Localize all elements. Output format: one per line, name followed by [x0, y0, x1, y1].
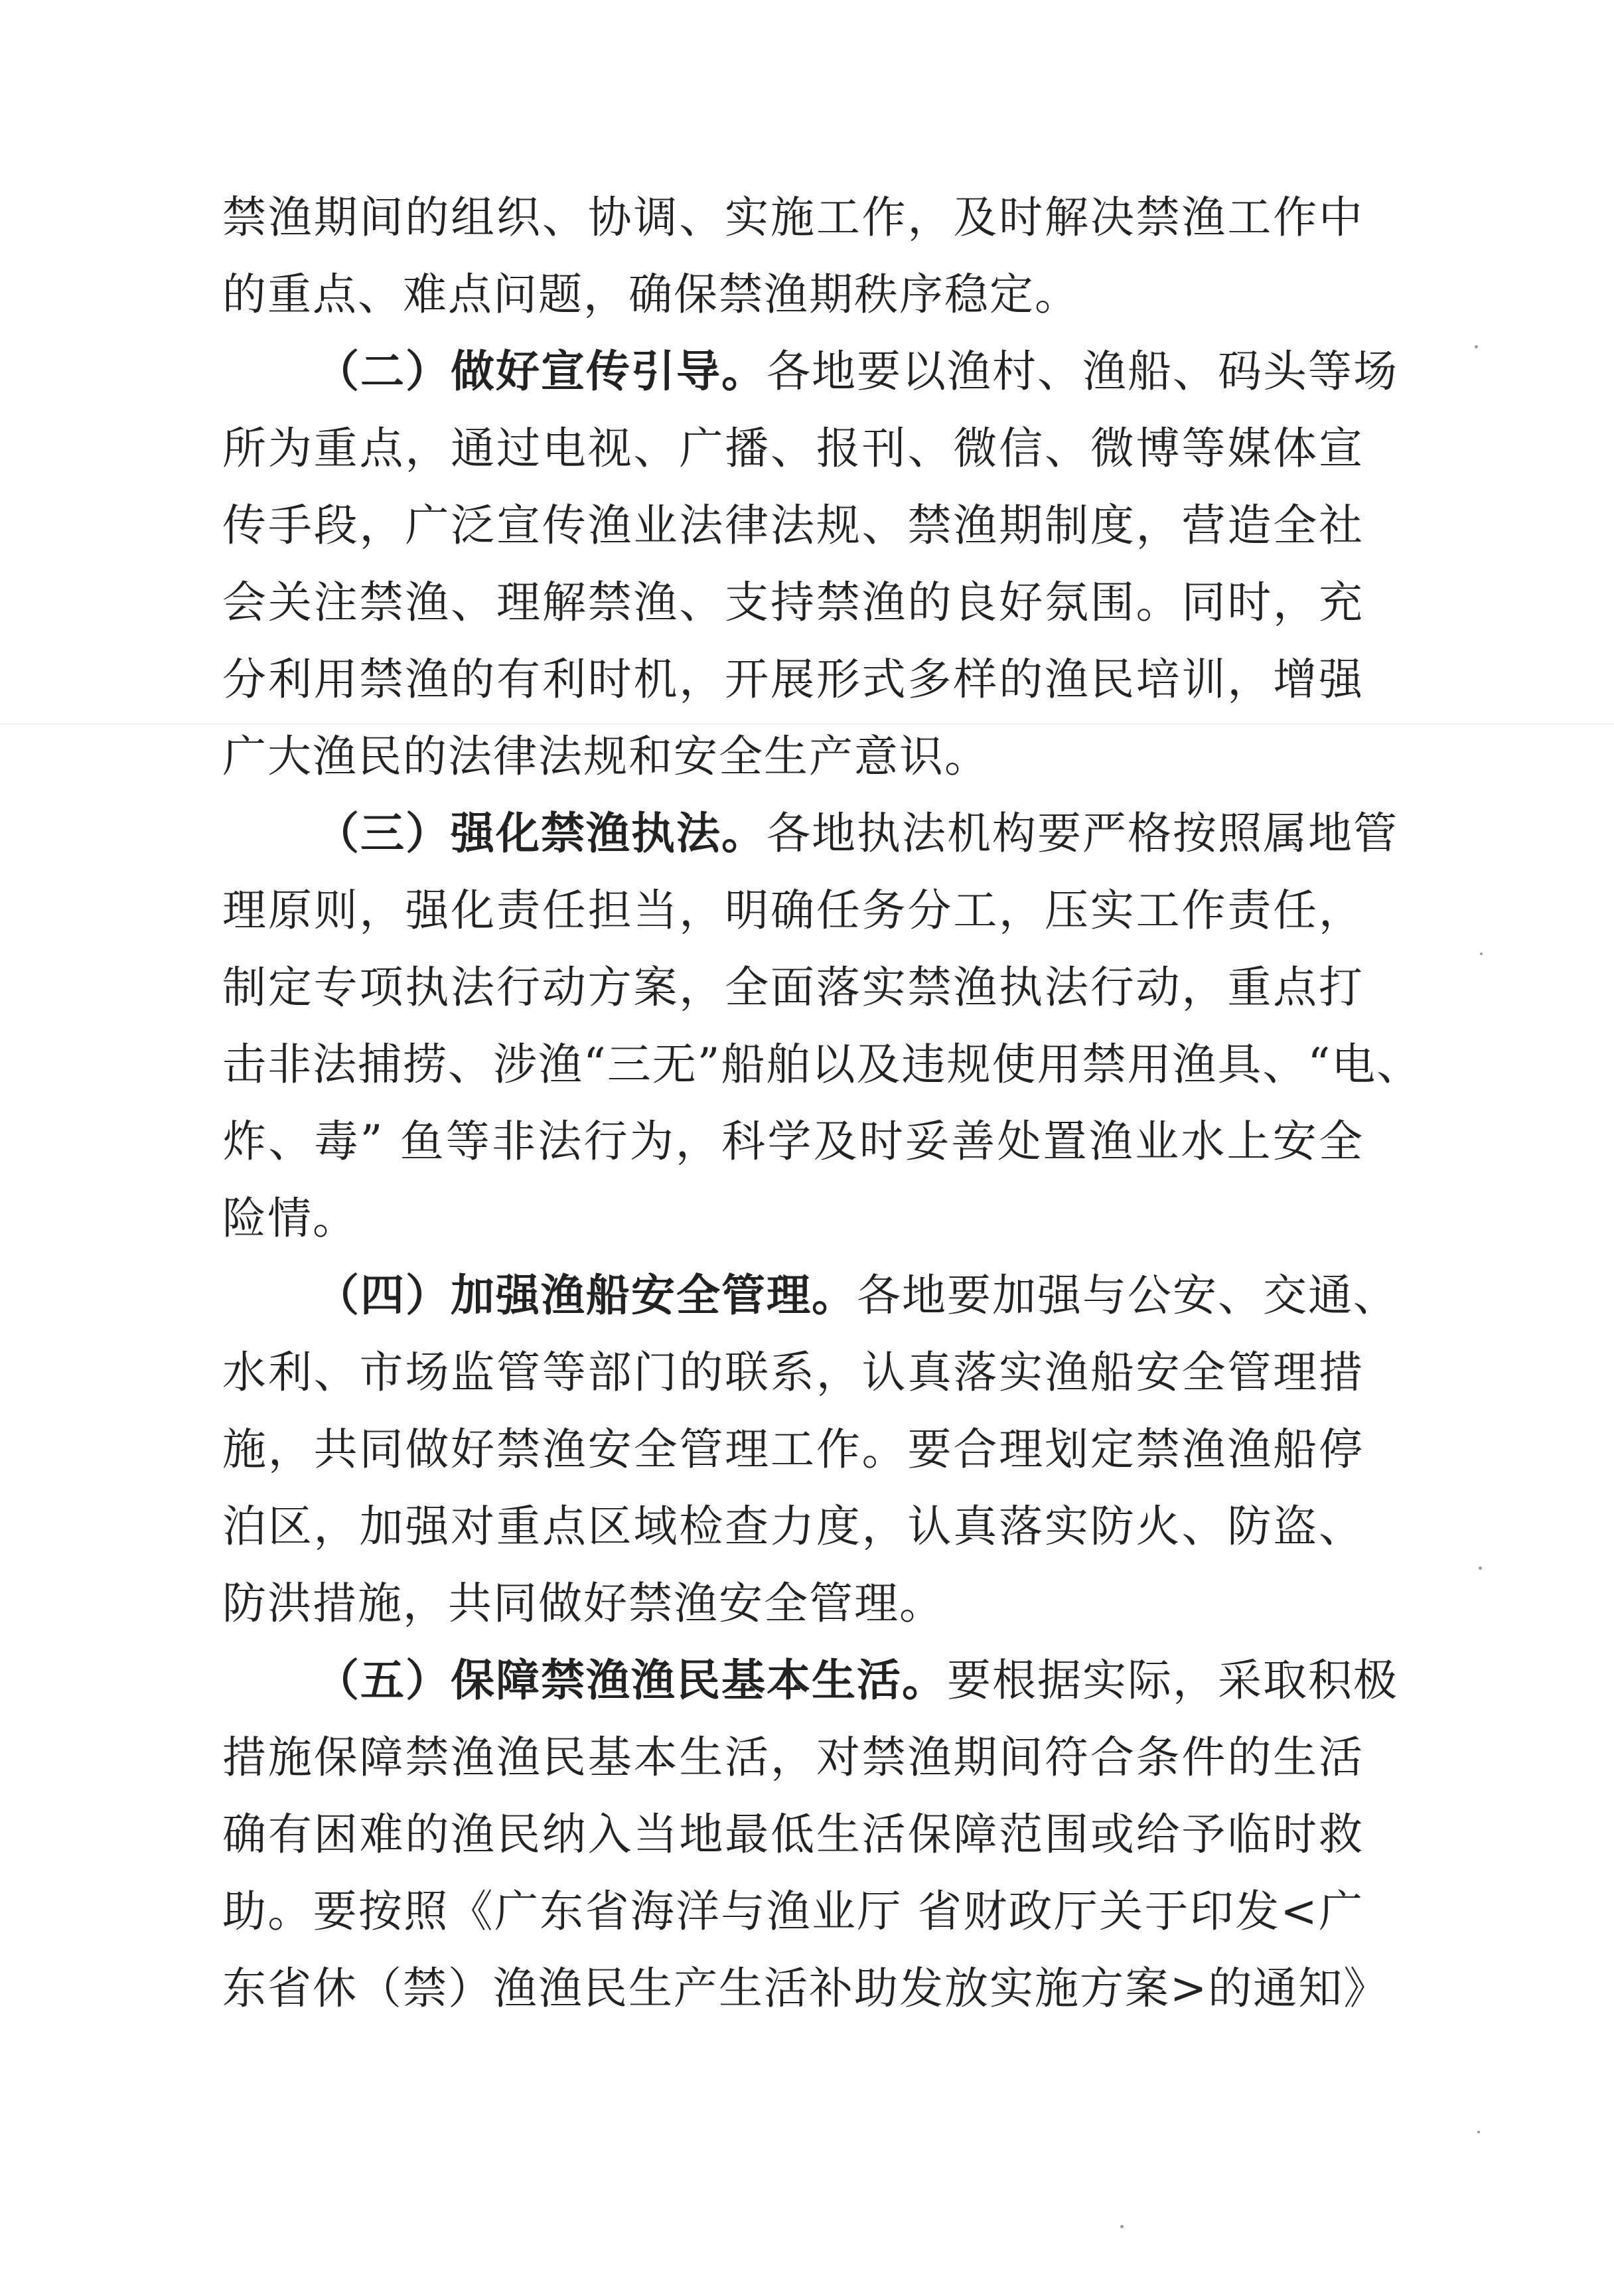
scan-speck [1120, 2225, 1124, 2228]
body-line [222, 1719, 1364, 1796]
line-text: 击非法捕捞、涉渔“三无”船舶以及违规使用禁用渔具、“电、 [222, 1039, 1422, 1090]
body-line [222, 1565, 1364, 1642]
line-text: 的重点、难点问题，确保禁渔期秩序稳定。 [222, 269, 1080, 320]
line-text: 施，共同做好禁渔安全管理工作。要合理划定禁渔渔船停 [222, 1424, 1364, 1475]
body-line [222, 1796, 1364, 1873]
line-text: 传手段，广泛宣传渔业法律法规、禁渔期制度，营造全社 [222, 500, 1364, 551]
body-line [222, 410, 1364, 487]
document-body [222, 179, 1422, 2027]
body-line [222, 179, 1364, 256]
line-text: 水利、市场监管等部门的联系，认真落实渔船安全管理措 [222, 1347, 1364, 1398]
line-text: 险情。 [222, 1193, 358, 1244]
section-heading-publicity: （二）做好宣传引导。 [315, 346, 767, 397]
line-text: 制定专项执法行动方案，全面落实禁渔执法行动，重点打 [222, 962, 1364, 1013]
body-line [222, 1950, 1389, 2027]
line-text: 东省休（禁）渔渔民生产生活补助发放实施方案>的通知》 [222, 1963, 1389, 2014]
line-text: 各地要加强与公安、交通、 [857, 1270, 1398, 1321]
line-text: 泊区，加强对重点区域检查力度，认真落实防火、防盗、 [222, 1501, 1364, 1552]
line-text: 理原则，强化责任担当，明确任务分工，压实工作责任， [222, 885, 1364, 936]
line-text: 广大渔民的法律法规和安全生产意识。 [222, 731, 990, 782]
paragraph-first-line [222, 795, 1398, 872]
body-line [222, 872, 1364, 949]
body-line [222, 487, 1364, 564]
section-heading-vessel-safety: （四）加强渔船安全管理。 [315, 1270, 857, 1321]
body-line [222, 564, 1364, 641]
line-text: 各地要以渔村、渔船、码头等场 [767, 346, 1398, 397]
section-heading-enforcement: （三）强化禁渔执法。 [315, 808, 767, 859]
section-heading-livelihood: （五）保障禁渔渔民基本生活。 [315, 1655, 947, 1706]
line-text: 要根据实际，采取积极 [947, 1655, 1398, 1706]
line-text: 防洪措施，共同做好禁渔安全管理。 [222, 1578, 944, 1629]
line-text: 炸、毒” 鱼等非法行为，科学及时妥善处置渔业水上安全 [222, 1116, 1364, 1167]
paragraph-first-line [222, 333, 1398, 410]
line-text: 确有困难的渔民纳入当地最低生活保障范围或给予临时救 [222, 1809, 1364, 1860]
body-line [222, 949, 1364, 1026]
paragraph-first-line [222, 1257, 1398, 1334]
paragraph-first-line [222, 1642, 1398, 1719]
line-text: 助。要按照《广东省海洋与渔业厅 省财政厅关于印发<广 [222, 1886, 1364, 1937]
scan-speck [1479, 1567, 1482, 1570]
body-line [222, 641, 1364, 718]
line-text: 禁渔期间的组织、协调、实施工作，及时解决禁渔工作中 [222, 192, 1364, 243]
scan-speck [1475, 345, 1478, 348]
line-text: 分利用禁渔的有利时机，开展形式多样的渔民培训，增强 [222, 654, 1364, 705]
body-line [222, 1180, 1364, 1257]
line-text: 会关注禁渔、理解禁渔、支持禁渔的良好氛围。同时，充 [222, 577, 1364, 628]
body-line [222, 718, 1364, 795]
body-line [222, 1103, 1364, 1180]
line-text: 所为重点，通过电视、广播、报刊、微信、微博等媒体宣 [222, 423, 1364, 474]
body-line [222, 1873, 1364, 1950]
scan-speck [1480, 953, 1483, 955]
body-line [222, 1411, 1364, 1488]
scan-speck [1477, 2131, 1480, 2133]
line-text: 措施保障禁渔渔民基本生活，对禁渔期间符合条件的生活 [222, 1732, 1364, 1783]
body-line [222, 1026, 1422, 1103]
line-text: 各地执法机构要严格按照属地管 [767, 808, 1398, 859]
body-line [222, 256, 1364, 333]
body-line [222, 1334, 1364, 1411]
body-line [222, 1488, 1364, 1565]
